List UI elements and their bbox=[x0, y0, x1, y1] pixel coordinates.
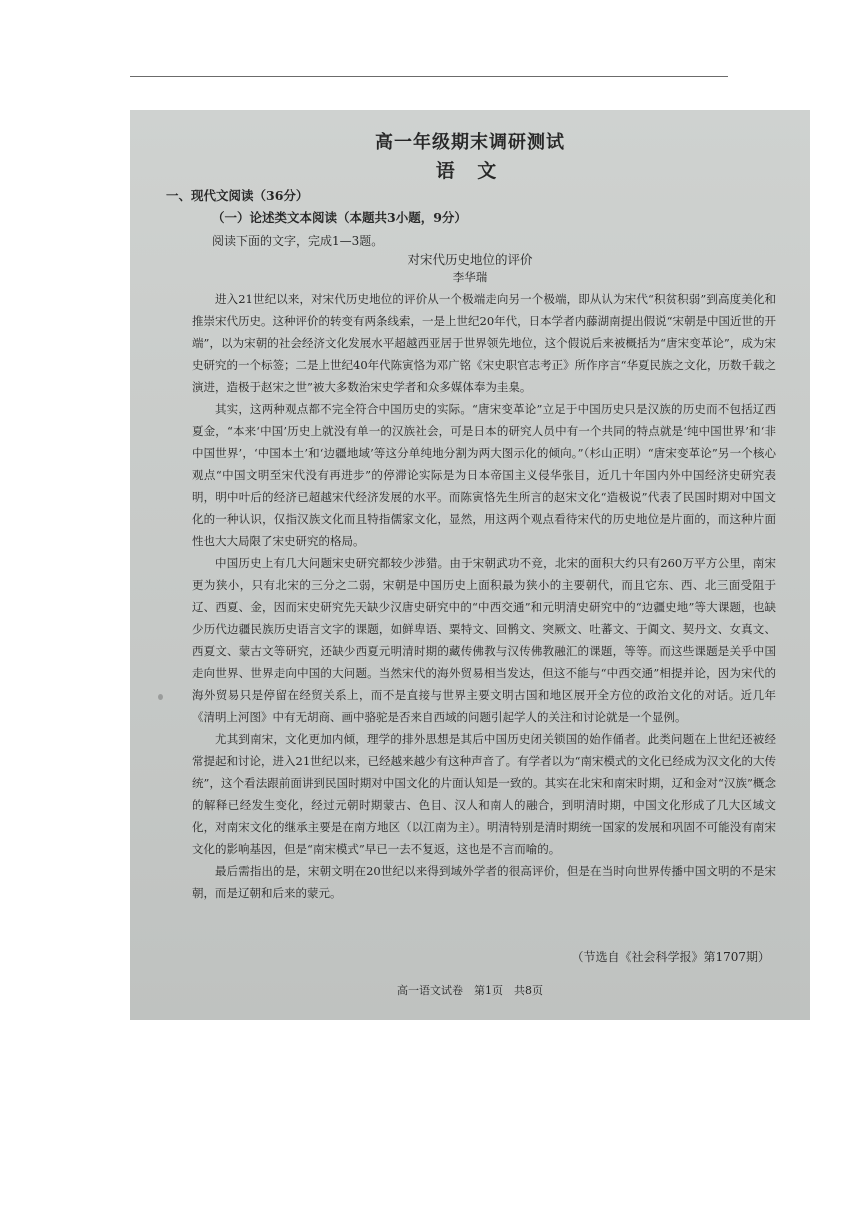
header-rule bbox=[130, 76, 728, 77]
section-heading: 一、现代文阅读（36分） bbox=[166, 188, 309, 203]
article-title: 对宋代历史地位的评价 bbox=[407, 252, 533, 267]
exam-title: 高一年级期末调研测试 bbox=[375, 132, 565, 153]
binding-hole-mark bbox=[158, 694, 163, 700]
article-paragraph: 最后需指出的是，宋朝文明在20世纪以来得到域外学者的很高评价，但是在当时向世界传播中国文明的不是宋朝，而是辽朝和后来的蒙元。 bbox=[192, 864, 776, 900]
article-source: （节选自《社会科学报》第1707期） bbox=[571, 950, 770, 964]
reading-instruction: 阅读下面的文字，完成1—3题。 bbox=[212, 234, 384, 248]
article-paragraph: 中国历史上有几大问题宋史研究都较少涉猎。由于宋朝武功不竞，北宋的面积大约只有260万平方公里，南宋更为狭小，只有北宋的三分之二弱，宋朝是中国历史上面积最为狭小的主要朝代，而且它东、西、北三面受阻于辽、西夏、金，因而宋史研究先天缺少汉唐史研究中的“中西交通”和元明清史研究中的“边疆史地”等大课题，也缺少历代边疆民族历史语言文字的课题，如鲜卑语、粟特文、回鹘文、突厥文、吐蕃文、于阗文、契丹文、女真文、西夏文、蒙古文等研究，还缺少西夏元明清时期的藏传佛教与汉传佛教融汇的课题，等等。而这些课题是关乎中国走向世界、世界走向中国的大问题。当然宋代的海外贸易相当发达，但这不能与“中西交通”相提并论，因为宋代的海外贸易只是停留在经贸关系上，而不是直接与世界主要文明古国和地区展开全方位的政治文化的对话。近几年《清明上河图》中有无胡商、画中骆驼是否来自西域的问题引起学人的关注和讨论就是一个显例。 bbox=[192, 556, 776, 724]
article-paragraph: 其实，这两种观点都不完全符合中国历史的实际。“唐宋变革论”立足于中国历史只是汉族的历史而不包括辽西夏金，“本来‘中国’历史上就没有单一的汉族社会，可是日本的研究人员中有一个共同的特点就是‘纯中国世界’和‘非中国世界’，‘中国本土’和‘边疆地域’等这分单纯地分割为两大图示化的倾向。”（杉山正明）“唐宋变革论”另一个核心观点“中国文明至宋代没有再进步”的停滞论实际是为日本帝国主义侵华张目，近几十年国内外中国经济史研究表明，明中叶后的经济已超越宋代经济发展的水平。而陈寅恪先生所言的赵宋文化“造极说”代表了民国时期对中国文化的一种认识，仅指汉族文化而且特指儒家文化，显然，用这两个观点看待宋代的历史地位是片面的，而这种片面性也大大局限了宋史研究的格局。 bbox=[192, 402, 776, 548]
article-body bbox=[192, 288, 776, 904]
article-paragraph: 尤其到南宋，文化更加内倾，理学的排外思想是其后中国历史闭关锁国的始作俑者。此类问题在上世纪还被经常提起和讨论，进入21世纪以来，已经越来越少有这种声音了。有学者以为“南宋模式的文化已经成为汉文化的大传统”，这个看法跟前面讲到民国时期对中国文化的片面认知是一致的。其实在北宋和南宋时期，辽和金对“汉族”概念的解释已经发生变化，经过元朝时期蒙古、色目、汉人和南人的融合，到明清时期，中国文化形成了几大区域文化，对南宋文化的继承主要是在南方地区（以江南为主）。明清特别是清时期统一国家的发展和巩固不可能没有南宋文化的影响基因，但是“南宋模式”早已一去不复返，这也是不言而喻的。 bbox=[192, 732, 777, 856]
article-paragraph: 进入21世纪以来，对宋代历史地位的评价从一个极端走向另一个极端，即从认为宋代“积贫积弱”到高度美化和推崇宋代历史。这种评价的转变有两条线索，一是上世纪20年代，日本学者内藤湖南提出假说“宋朝是中国近世的开端”，以为宋朝的社会经济文化发展水平超越西亚居于世界领先地位，这个假说后来被概括为“唐宋变革论”，成为宋史研究的一个标签；二是上世纪40年代陈寅恪为邓广铭《宋史职官志考正》所作序言“华夏民族之文化，历数千载之演进，造极于赵宋之世”被大多数治宋史学者和众多媒体奉为圭臬。 bbox=[192, 292, 777, 394]
exam-page-photo bbox=[130, 110, 810, 1020]
page-footer: 高一语文试卷 第1页 共8页 bbox=[397, 984, 543, 997]
exam-subject: 语 文 bbox=[435, 160, 505, 182]
article-author: 李华瑞 bbox=[452, 270, 488, 284]
sub-section-heading: （一）论述类文本阅读（本题共3小题，9分） bbox=[212, 210, 467, 225]
